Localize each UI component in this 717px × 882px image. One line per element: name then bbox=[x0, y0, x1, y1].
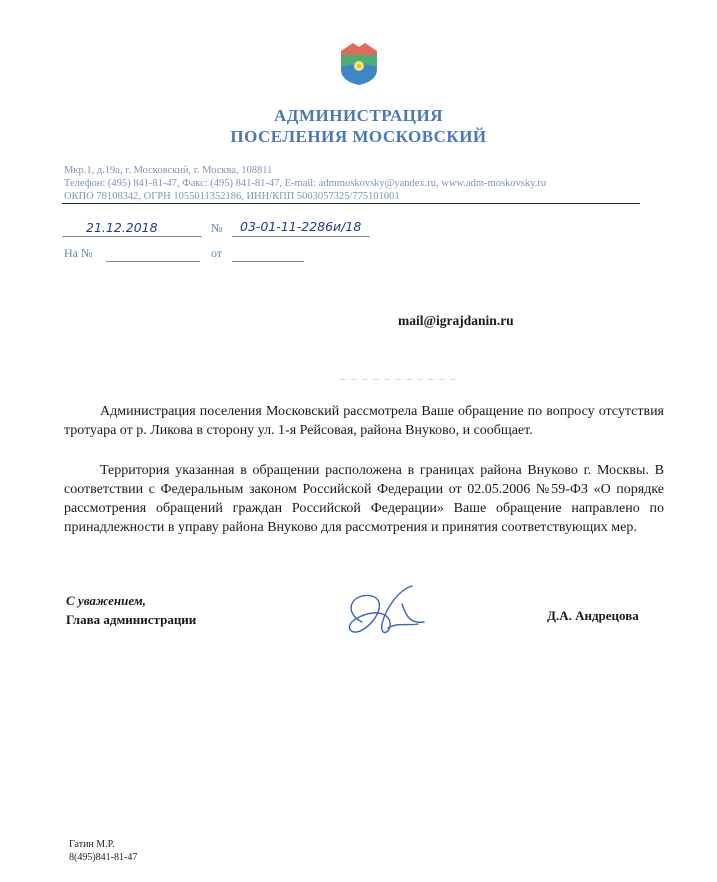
phone-email-line: Телефон: (495) 841-81-47, Факс: (495) 841-81-47, E-mail: admmoskovsky@yandex.ru, www.adm-moskovsky.ru bbox=[64, 178, 547, 189]
signatory-name: Д.А. Андрецова bbox=[547, 608, 639, 623]
signatory-position: Глава администрации bbox=[66, 612, 197, 627]
body-paragraph-1: Администрация поселения Московский рассмотрела Ваше обращение по вопросу отсутствия тротуара от р. Ликова в сторону ул. 1-я Рейсовая, района Внуково, и сообщает. bbox=[64, 404, 664, 438]
number-underline bbox=[232, 236, 370, 237]
closing-phrase: С уважением, bbox=[66, 593, 146, 608]
reference-label: На № bbox=[64, 246, 93, 260]
from-label: от bbox=[211, 246, 223, 260]
date-underline bbox=[62, 236, 202, 237]
number-label: № bbox=[211, 221, 223, 235]
coat-of-arms-emblem bbox=[341, 41, 377, 85]
executor-phone: 8(495)841-81-47 bbox=[69, 852, 138, 863]
body-paragraph-2: Территория указанная в обращении расположена в границах района Внуково г. Москвы. В соответствии с Федеральным законом Российской Федерации от 02.05.2006 №59-ФЗ «О порядке рассмотрения обращений граждан Российской Федерации» Ваше обращение направлено по принадлежности в управу района Внуково для рассмотрения и принятия соответствующих мер. bbox=[64, 463, 664, 535]
header-divider bbox=[62, 203, 640, 204]
handwritten-signature bbox=[332, 582, 432, 642]
organization-name-line2: ПОСЕЛЕНИЯ МОСКОВСКИЙ bbox=[230, 127, 487, 146]
recipient-email: mail@igrajdanin.ru bbox=[398, 313, 514, 328]
contact-block bbox=[64, 164, 546, 203]
registry-codes-line: ОКПО 78108342, ОГРН 1055011352186, ИНН/КПП 5003057325/775101001 bbox=[64, 191, 400, 202]
outgoing-date: 21.12.2018 bbox=[86, 220, 158, 235]
address-line: Мкр.1, д.19а, г. Московский, г. Москва, 108811 bbox=[64, 165, 273, 176]
organization-name-line1: АДМИНИСТРАЦИЯ bbox=[273, 106, 443, 125]
faint-scan-marks bbox=[340, 378, 460, 381]
from-underline bbox=[232, 261, 304, 262]
executor-block bbox=[69, 838, 137, 864]
reference-underline bbox=[106, 261, 200, 262]
outgoing-number: 03-01-11-2286и/18 bbox=[240, 219, 362, 234]
executor-name: Гатин М.Р. bbox=[69, 839, 115, 850]
